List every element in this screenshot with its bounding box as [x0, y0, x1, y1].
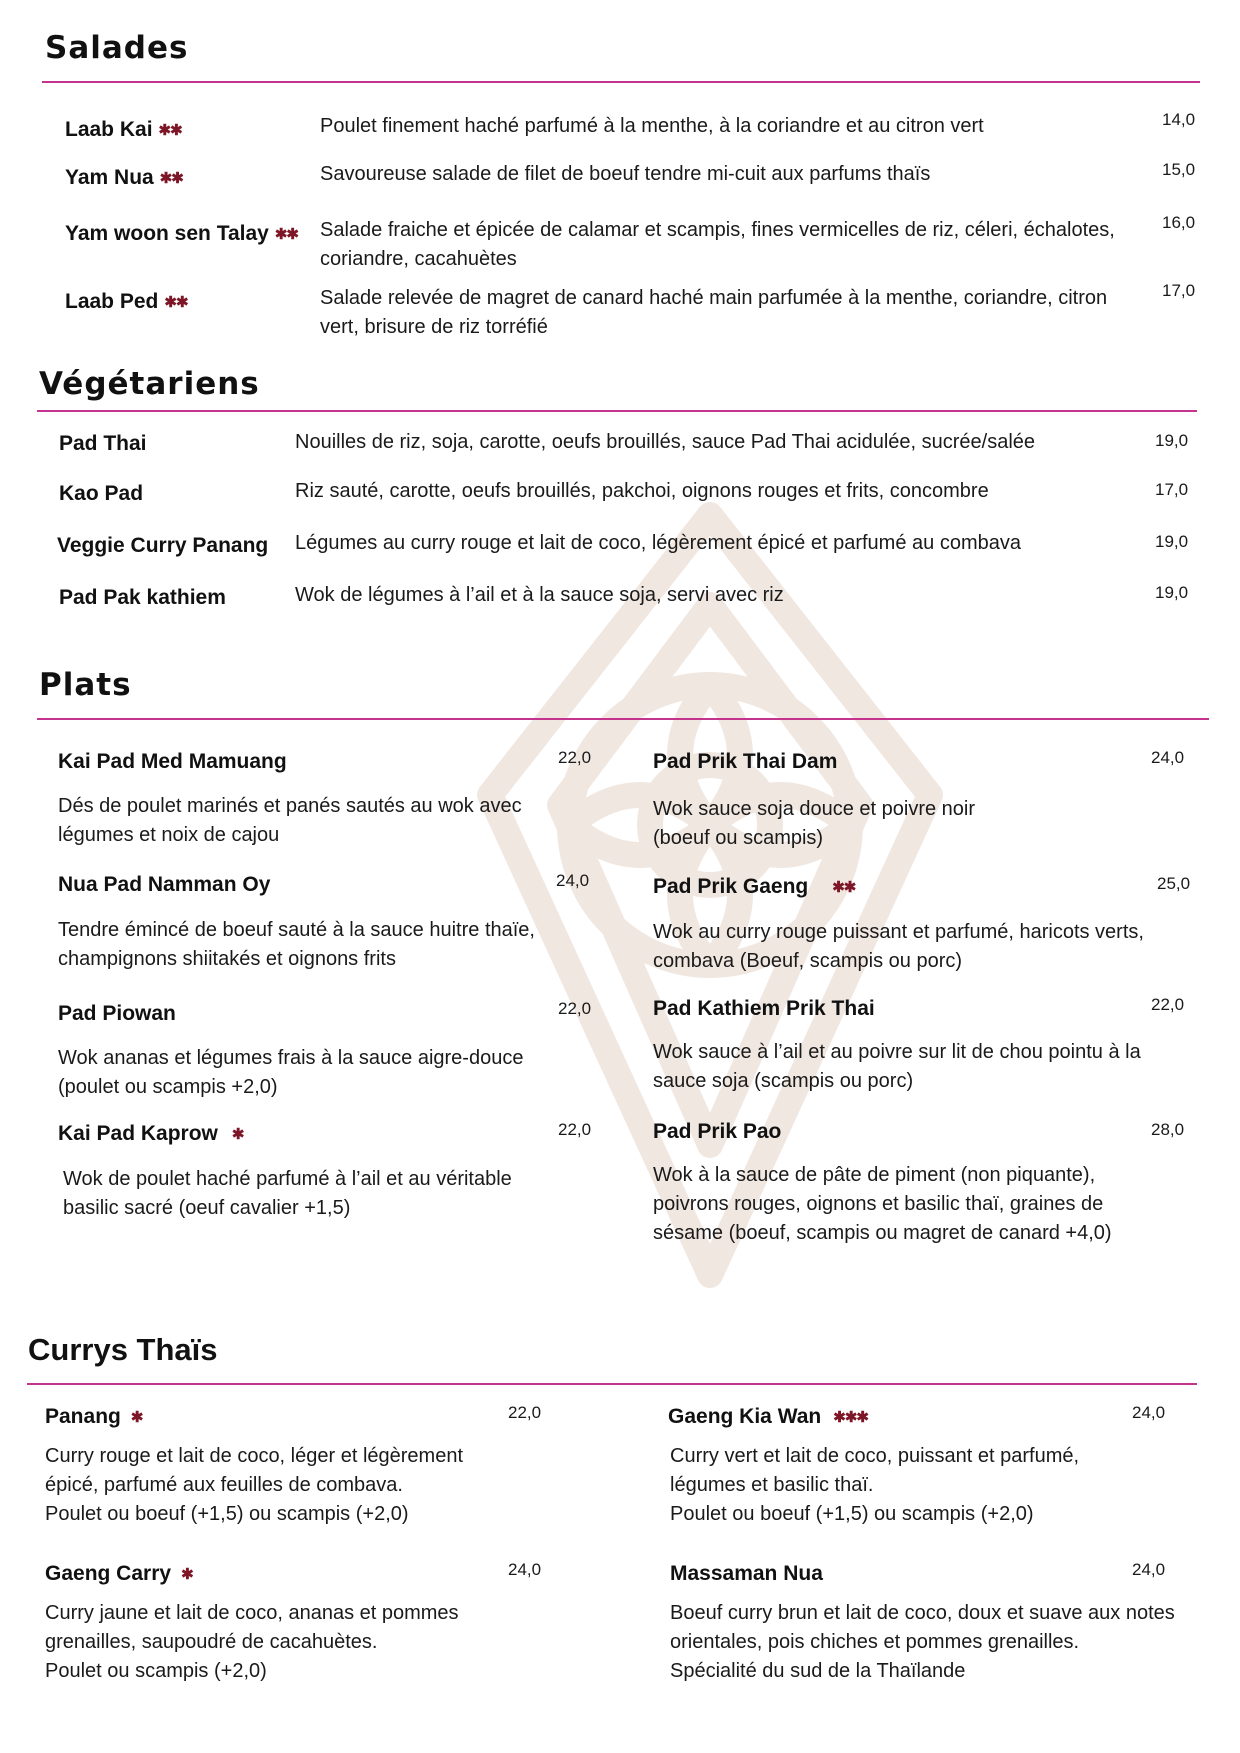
menu-item-name: Pad Piowan: [58, 1002, 176, 1025]
menu-item-name: Gaeng Carry ✱: [45, 1562, 193, 1585]
menu-item-description: Tendre émincé de boeuf sauté à la sauce huitre thaïe, champignons shiitakés et oignons frits: [58, 919, 535, 970]
chili-icon: ✱✱: [159, 170, 183, 187]
menu-item-price: 15,0: [1162, 160, 1196, 179]
menu-item-name: Yam woon sen Talay ✱✱: [65, 222, 298, 245]
section-divider: [37, 410, 1197, 412]
menu-item-option: Poulet ou boeuf (+1,5) ou scampis (+2,0): [670, 1503, 1034, 1525]
section-title-salades: Salades: [45, 30, 189, 66]
menu-item-price: 24,0: [508, 1560, 542, 1579]
menu-item-description: Légumes au curry rouge et lait de coco, légèrement épicé et parfumé au combava: [295, 532, 1021, 554]
menu-item-name: Yam Nua ✱✱: [65, 166, 183, 189]
menu-item-name: Pad Thai: [59, 432, 147, 455]
menu-item-description: Wok à la sauce de pâte de piment (non piquante), poivrons rouges, oignons et basilic thaï, graines de sésame (boeuf, scampis ou magret de canard +4,0): [653, 1164, 1112, 1244]
menu-item-price: 22,0: [1151, 995, 1185, 1014]
menu-item-option: Spécialité du sud de la Thaïlande: [670, 1660, 966, 1682]
menu-item-description: Riz sauté, carotte, oeufs brouillés, pakchoi, oignons rouges et frits, concombre: [295, 480, 989, 502]
menu-item-price: 19,0: [1155, 532, 1189, 551]
menu-item-description: Curry vert et lait de coco, puissant et parfumé, légumes et basilic thaï. Poulet ou boeuf (+1,5) ou scampis (+2,0): [670, 1445, 1080, 1525]
menu-item-price: 24,0: [556, 871, 590, 890]
chili-icon: ✱: [181, 1566, 193, 1583]
menu-item-description: Curry jaune et lait de coco, ananas et pommes grenailles, saupoudré de cacahuètes. Poulet ou scampis (+2,0): [45, 1602, 459, 1682]
section-divider: [42, 81, 1200, 83]
menu-item-description: Wok sauce à l’ail et au poivre sur lit de chou pointu à la sauce soja (scampis ou porc): [653, 1041, 1141, 1092]
menu-item-name: Nua Pad Namman Oy: [58, 873, 271, 896]
menu-item-description: Salade relevée de magret de canard haché main parfumée à la menthe, coriandre, citron vert, brisure de riz torréfié: [320, 287, 1108, 338]
menu-item-price: 22,0: [558, 1120, 592, 1139]
menu-item-description: Nouilles de riz, soja, carotte, oeufs brouillés, sauce Pad Thai acidulée, sucrée/salée: [295, 431, 1036, 453]
menu-item-description: Boeuf curry brun et lait de coco, doux et suave aux notes orientales, pois chiches et pommes grenailles. Spécialité du sud de la Thaïlande: [670, 1602, 1175, 1682]
section-divider: [37, 718, 1209, 720]
menu-item-price: 22,0: [558, 999, 592, 1018]
menu-item-name: Kai Pad Med Mamuang: [58, 750, 287, 773]
menu-item-price: 14,0: [1162, 110, 1196, 129]
chili-icon: ✱✱: [274, 226, 298, 243]
menu-item-description: Dés de poulet marinés et panés sautés au wok avec légumes et noix de cajou: [58, 795, 522, 846]
chili-icon: ✱✱: [158, 122, 182, 139]
menu-item-description: Wok sauce soja douce et poivre noir (boeuf ou scampis): [653, 798, 976, 849]
menu-item-price: 17,0: [1162, 281, 1196, 300]
menu-item-price: 22,0: [558, 748, 592, 767]
menu-item-description: Savoureuse salade de filet de boeuf tendre mi-cuit aux parfums thaïs: [320, 163, 931, 185]
section-title-vegetariens: Végétariens: [39, 366, 260, 402]
menu-item-name: Kao Pad: [59, 482, 144, 505]
menu-item-description: Wok de poulet haché parfumé à l’ail et au véritable basilic sacré (oeuf cavalier +1,5): [63, 1168, 512, 1219]
menu-item-price: 17,0: [1155, 480, 1189, 499]
menu-item-name: Kai Pad Kaprow ✱: [58, 1122, 244, 1145]
section-title-currys: Currys Thaïs: [28, 1332, 218, 1367]
menu-item-description: Wok ananas et légumes frais à la sauce aigre-douce (poulet ou scampis +2,0): [58, 1047, 524, 1098]
menu-item-name: Massaman Nua: [670, 1562, 823, 1585]
section-title-plats: Plats: [39, 667, 132, 703]
menu-item-name: Laab Kai ✱✱: [65, 118, 182, 141]
menu-item-price: 28,0: [1151, 1120, 1185, 1139]
menu-item-name: Veggie Curry Panang: [57, 534, 269, 557]
menu-item-description: Wok au curry rouge puissant et parfumé, haricots verts, combava (Boeuf, scampis ou porc): [653, 921, 1144, 972]
menu-item-option: Poulet ou boeuf (+1,5) ou scampis (+2,0): [45, 1503, 409, 1525]
menu-item-price: 24,0: [1132, 1560, 1166, 1579]
menu-item-price: 19,0: [1155, 431, 1189, 450]
menu-item-description: Wok de légumes à l’ail et à la sauce soja, servi avec riz: [295, 584, 784, 606]
menu-item-description: Poulet finement haché parfumé à la menthe, à la coriandre et au citron vert: [320, 115, 984, 137]
menu-item-price: 25,0: [1157, 874, 1191, 893]
menu-item-description: Salade fraiche et épicée de calamar et scampis, fines vermicelles de riz, céleri, échalotes, coriandre, cacahuètes: [320, 219, 1115, 270]
menu-item-price: 24,0: [1132, 1403, 1166, 1422]
chili-icon: ✱✱✱: [833, 1409, 868, 1426]
chili-icon: ✱✱: [164, 294, 188, 311]
menu-item-name: Pad Prik Pao: [653, 1120, 782, 1143]
chili-icon: ✱: [231, 1126, 244, 1143]
menu-item-name: Panang ✱: [45, 1405, 143, 1428]
chili-icon: ✱✱: [832, 879, 856, 896]
menu-item-name: Pad Kathiem Prik Thai: [653, 997, 875, 1020]
menu-item-option: Poulet ou scampis (+2,0): [45, 1660, 267, 1682]
menu-item-name: Pad Prik Thai Dam: [653, 750, 838, 773]
menu-item-price: 19,0: [1155, 583, 1189, 602]
menu-item-price: 22,0: [508, 1403, 542, 1422]
menu-item-name: Laab Ped ✱✱: [65, 290, 188, 313]
menu-item-name: Pad Pak kathiem: [59, 586, 226, 609]
menu-item-price: 16,0: [1162, 213, 1196, 232]
chili-icon: ✱: [130, 1409, 143, 1426]
menu-item-description: Curry rouge et lait de coco, léger et légèrement épicé, parfumé aux feuilles de combava. Poulet ou boeuf (+1,5) ou scampis (+2,0): [45, 1445, 463, 1525]
section-divider: [27, 1383, 1197, 1385]
menu-item-name: Gaeng Kia Wan ✱✱✱: [668, 1405, 868, 1428]
menu-item-price: 24,0: [1151, 748, 1185, 767]
menu-item-name: Pad Prik Gaeng ✱✱: [653, 875, 856, 898]
